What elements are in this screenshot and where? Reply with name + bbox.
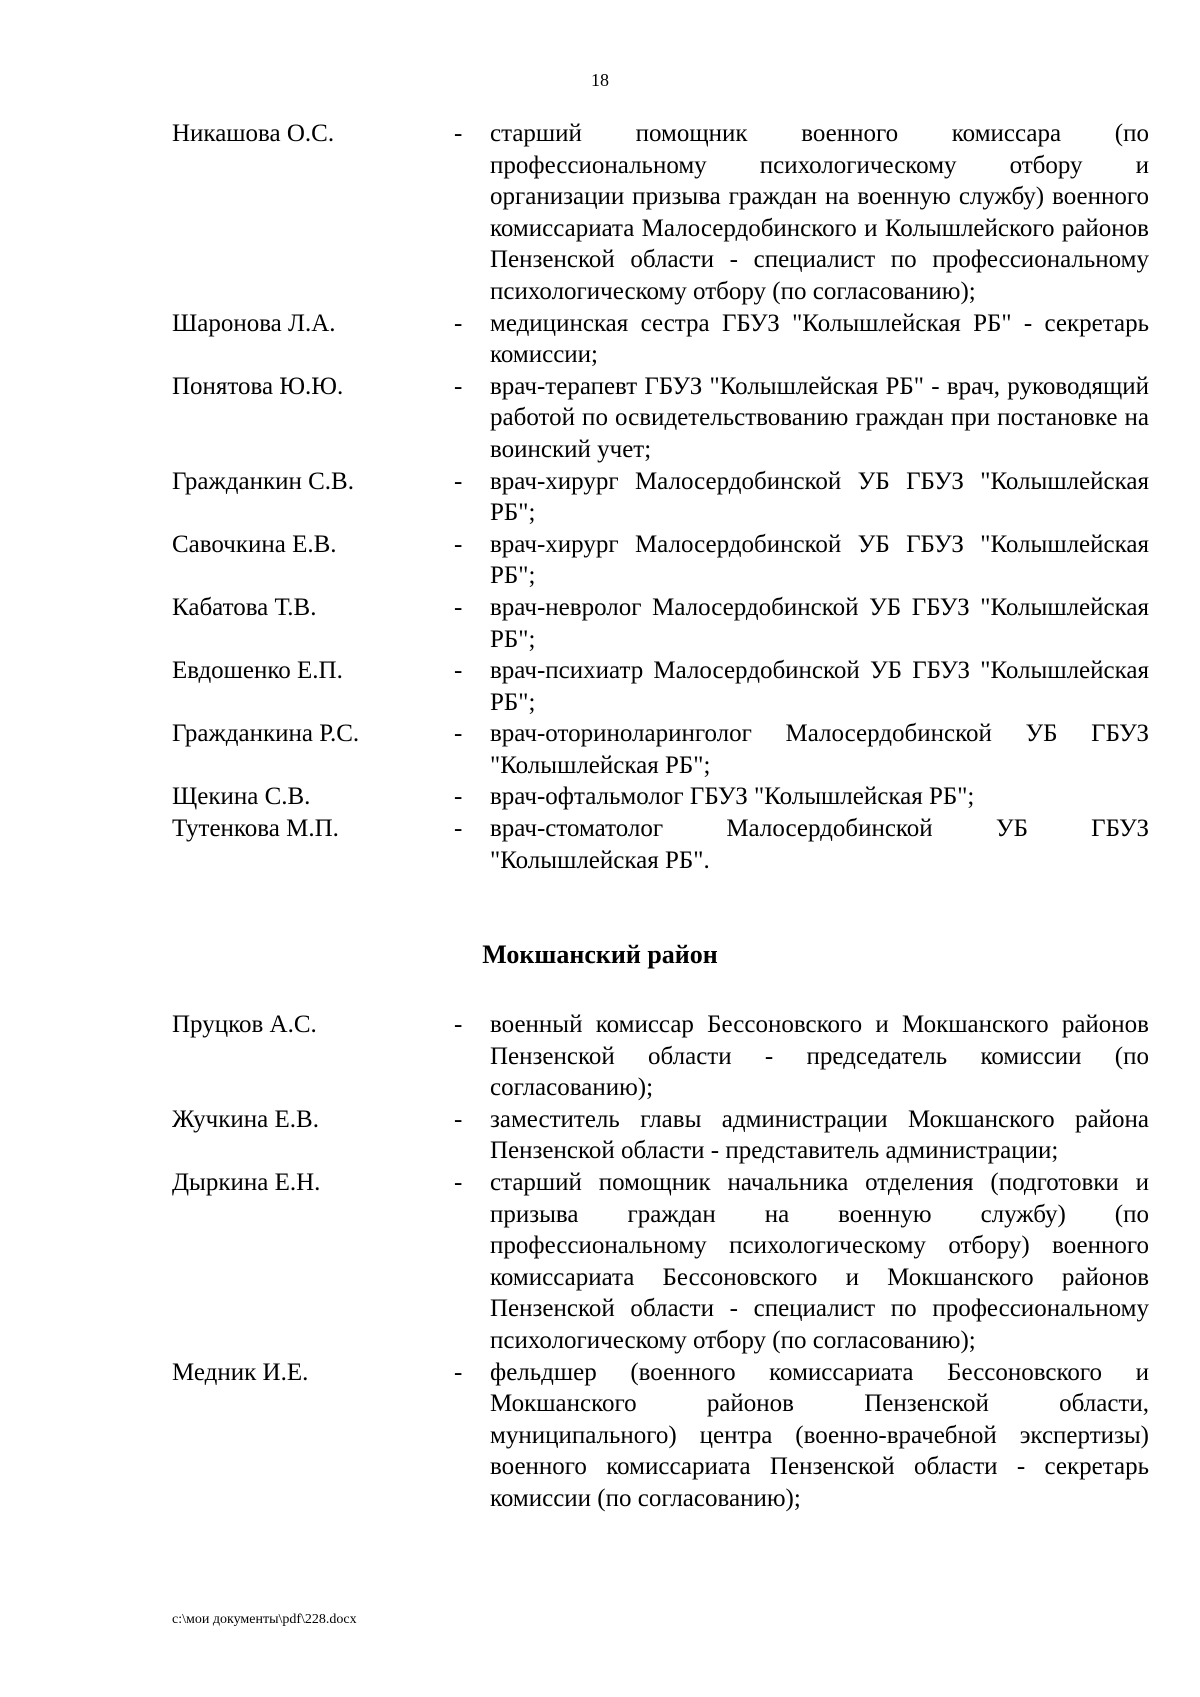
commission-member xyxy=(172,118,1149,308)
member-name: Дыркина Е.Н. xyxy=(172,1168,321,1196)
member-role: заместитель главы администрации Мокшанского района Пензенской области - представитель администрации; xyxy=(490,1105,1149,1165)
commission-member xyxy=(172,1009,1149,1104)
member-name: Никашова О.С. xyxy=(172,120,335,147)
member-role: врач-терапевт ГБУЗ "Колышлейская РБ" - врач, руководящий работой по освидетельствованию граждан при постановке на воинский учет; xyxy=(490,372,1149,463)
member-separator: - xyxy=(454,1105,463,1133)
footer-file-path: c:\мои документы\pdf\228.docx xyxy=(172,1612,357,1627)
member-separator: - xyxy=(454,467,463,495)
member-name: Шаронова Л.А. xyxy=(172,309,336,337)
member-name: Евдошенко Е.П. xyxy=(172,657,343,685)
member-separator: - xyxy=(454,309,463,337)
commission-list-mokshan xyxy=(172,1009,1149,1515)
section-heading: Мокшанский район xyxy=(482,940,718,969)
member-role: врач-психиатр Малосердобинской УБ ГБУЗ "Колышлейская РБ"; xyxy=(490,657,1149,716)
member-separator: - xyxy=(454,1011,463,1038)
member-separator: - xyxy=(454,530,463,558)
commission-member xyxy=(172,529,1149,592)
member-separator: - xyxy=(454,120,463,147)
member-separator: - xyxy=(454,720,463,748)
member-separator: - xyxy=(454,1168,463,1196)
commission-member xyxy=(172,466,1149,529)
member-name: Жучкина Е.В. xyxy=(172,1105,319,1133)
member-role: врач-оториноларинголог Малосердобинской УБ ГБУЗ "Колышлейская РБ"; xyxy=(490,720,1149,779)
member-name: Гражданкин С.В. xyxy=(172,467,354,495)
member-name: Тутенкова М.П. xyxy=(172,815,339,843)
member-role: старший помощник военного комиссара (по профессиональному психологическому отбору и организации призыва граждан на военную службу) военного комиссариата Малосердобинского и Колышлейского районов Пензенской области - специалист по профессиональному психологическому отбору (по согласованию); xyxy=(490,120,1149,305)
commission-member xyxy=(172,308,1149,371)
commission-member xyxy=(172,781,1149,813)
member-role: врач-невролог Малосердобинской УБ ГБУЗ "Колышлейская РБ"; xyxy=(490,593,1149,653)
member-separator: - xyxy=(454,657,463,685)
commission-list-kolyshley xyxy=(172,118,1149,876)
member-separator: - xyxy=(454,815,463,843)
commission-member xyxy=(172,655,1149,718)
commission-member xyxy=(172,1104,1149,1167)
member-role: врач-хирург Малосердобинской УБ ГБУЗ "Колышлейская РБ"; xyxy=(490,530,1149,590)
member-name: Гражданкина Р.С. xyxy=(172,720,360,748)
member-role: медицинская сестра ГБУЗ "Колышлейская РБ" - секретарь комиссии; xyxy=(490,309,1149,369)
commission-member xyxy=(172,1357,1149,1515)
member-role: фельдшер (военного комиссариата Бессоновского и Мокшанского районов Пензенской области, муниципального) центра (военно-врачебной экспертизы) военного комиссариата Пензенской области - секретарь комиссии (по согласованию); xyxy=(490,1358,1149,1512)
member-name: Пруцков А.С. xyxy=(172,1011,317,1038)
member-role: врач-хирург Малосердобинской УБ ГБУЗ "Колышлейская РБ"; xyxy=(490,467,1149,527)
member-role: старший помощник начальника отделения (подготовки и призыва граждан на военную службу) (по профессиональному психологическому отбору) военного комиссариата Бессоновского и Мокшанского районов Пензенской области - специалист по профессиональному психологическому отбору (по согласованию); xyxy=(490,1168,1149,1354)
member-name: Кабатова Т.В. xyxy=(172,593,317,621)
member-separator: - xyxy=(454,372,463,400)
page-number: 18 xyxy=(591,70,609,90)
member-separator: - xyxy=(454,593,463,621)
commission-member xyxy=(172,371,1149,466)
member-role: врач-стоматолог Малосердобинской УБ ГБУЗ "Колышлейская РБ". xyxy=(490,815,1149,874)
commission-member xyxy=(172,1167,1149,1357)
commission-member xyxy=(172,813,1149,876)
member-separator: - xyxy=(454,783,463,811)
commission-member xyxy=(172,718,1149,781)
member-name: Щекина С.В. xyxy=(172,783,311,811)
member-name: Понятова Ю.Ю. xyxy=(172,372,344,400)
member-name: Савочкина Е.В. xyxy=(172,530,337,558)
member-separator: - xyxy=(454,1358,463,1386)
member-role: военный комиссар Бессоновского и Мокшанского районов Пензенской области - председатель комиссии (по согласованию); xyxy=(490,1011,1149,1102)
member-name: Медник И.Е. xyxy=(172,1358,309,1386)
member-role: врач-офтальмолог ГБУЗ "Колышлейская РБ"; xyxy=(490,783,975,811)
commission-member xyxy=(172,592,1149,655)
